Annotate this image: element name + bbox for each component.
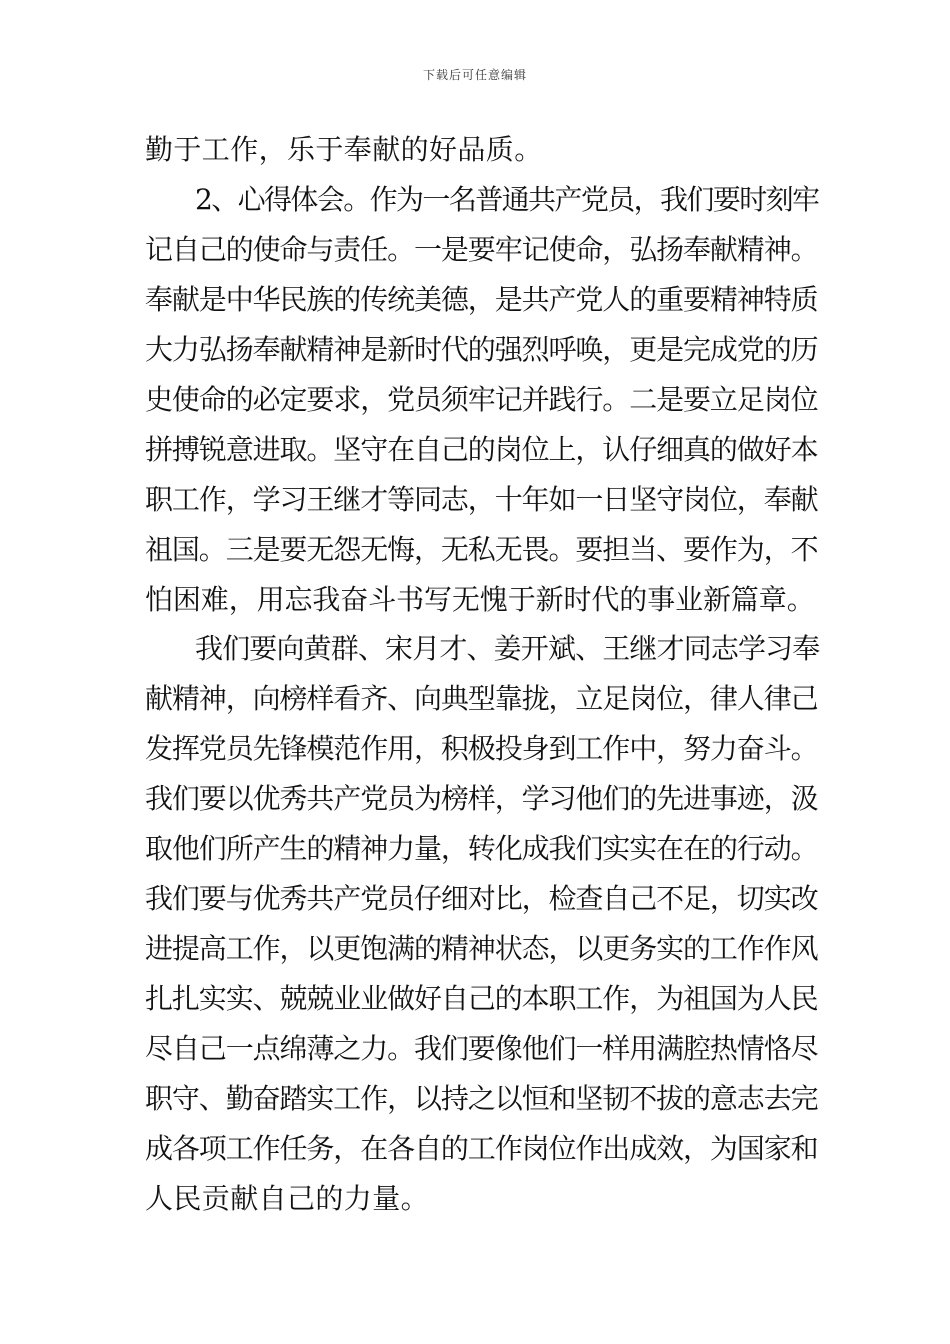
text-line: 大力弘扬奉献精神是新时代的强烈呼唤，更是完成党的历 xyxy=(145,333,818,366)
text-line: 史使命的必定要求，党员须牢记并践行。二是要立足岗位 xyxy=(145,383,818,416)
text-line: 人民贡献自己的力量。 xyxy=(145,1182,430,1215)
text-line: 2、心得体会。作为一名普通共产党员，我们要时刻牢 xyxy=(195,183,819,216)
text-line: 尽自己一点绵薄之力。我们要像他们一样用满腔热情恪尽 xyxy=(145,1032,818,1065)
text-line: 怕困难，用忘我奋斗书写无愧于新时代的事业新篇章。 xyxy=(145,583,815,616)
text-line: 我们要向黄群、宋月才、姜开斌、王继才同志学习奉 xyxy=(195,632,820,665)
text-line: 发挥党员先锋模范作用，积极投身到工作中，努力奋斗。 xyxy=(145,732,818,765)
text-line: 献精神，向榜样看齐、向典型靠拢，立足岗位，律人律己 xyxy=(145,682,818,715)
text-line: 职守、勤奋踏实工作，以持之以恒和坚韧不拔的意志去完 xyxy=(145,1082,818,1115)
text-line: 我们要以优秀共产党员为榜样，学习他们的先进事迹，汲 xyxy=(145,782,818,815)
text-line: 勤于工作，乐于奉献的好品质。 xyxy=(145,133,543,166)
text-line: 进提高工作，以更饱满的精神状态，以更务实的工作作风 xyxy=(145,932,818,965)
text-line: 扎扎实实、兢兢业业做好自己的本职工作，为祖国为人民 xyxy=(145,982,818,1015)
text-line: 成各项工作任务，在各自的工作岗位作出成效，为国家和 xyxy=(145,1132,818,1165)
text-line: 祖国。三是要无怨无悔，无私无畏。要担当、要作为，不 xyxy=(145,533,818,566)
text-line: 拼搏锐意进取。坚守在自己的岗位上，认仔细真的做好本 xyxy=(145,433,818,466)
text-line: 我们要与优秀共产党员仔细对比，检查自己不足，切实改 xyxy=(145,882,818,915)
text-line: 取他们所产生的精神力量，转化成我们实实在在的行动。 xyxy=(145,832,818,865)
text-line: 职工作，学习王继才等同志，十年如一日坚守岗位，奉献 xyxy=(145,483,818,516)
text-line: 记自己的使命与责任。一是要牢记使命，弘扬奉献精神。 xyxy=(145,233,818,266)
page-header: 下载后可任意编辑 xyxy=(422,68,527,82)
text-line: 奉献是中华民族的传统美德，是共产党人的重要精神特质 xyxy=(145,283,818,316)
